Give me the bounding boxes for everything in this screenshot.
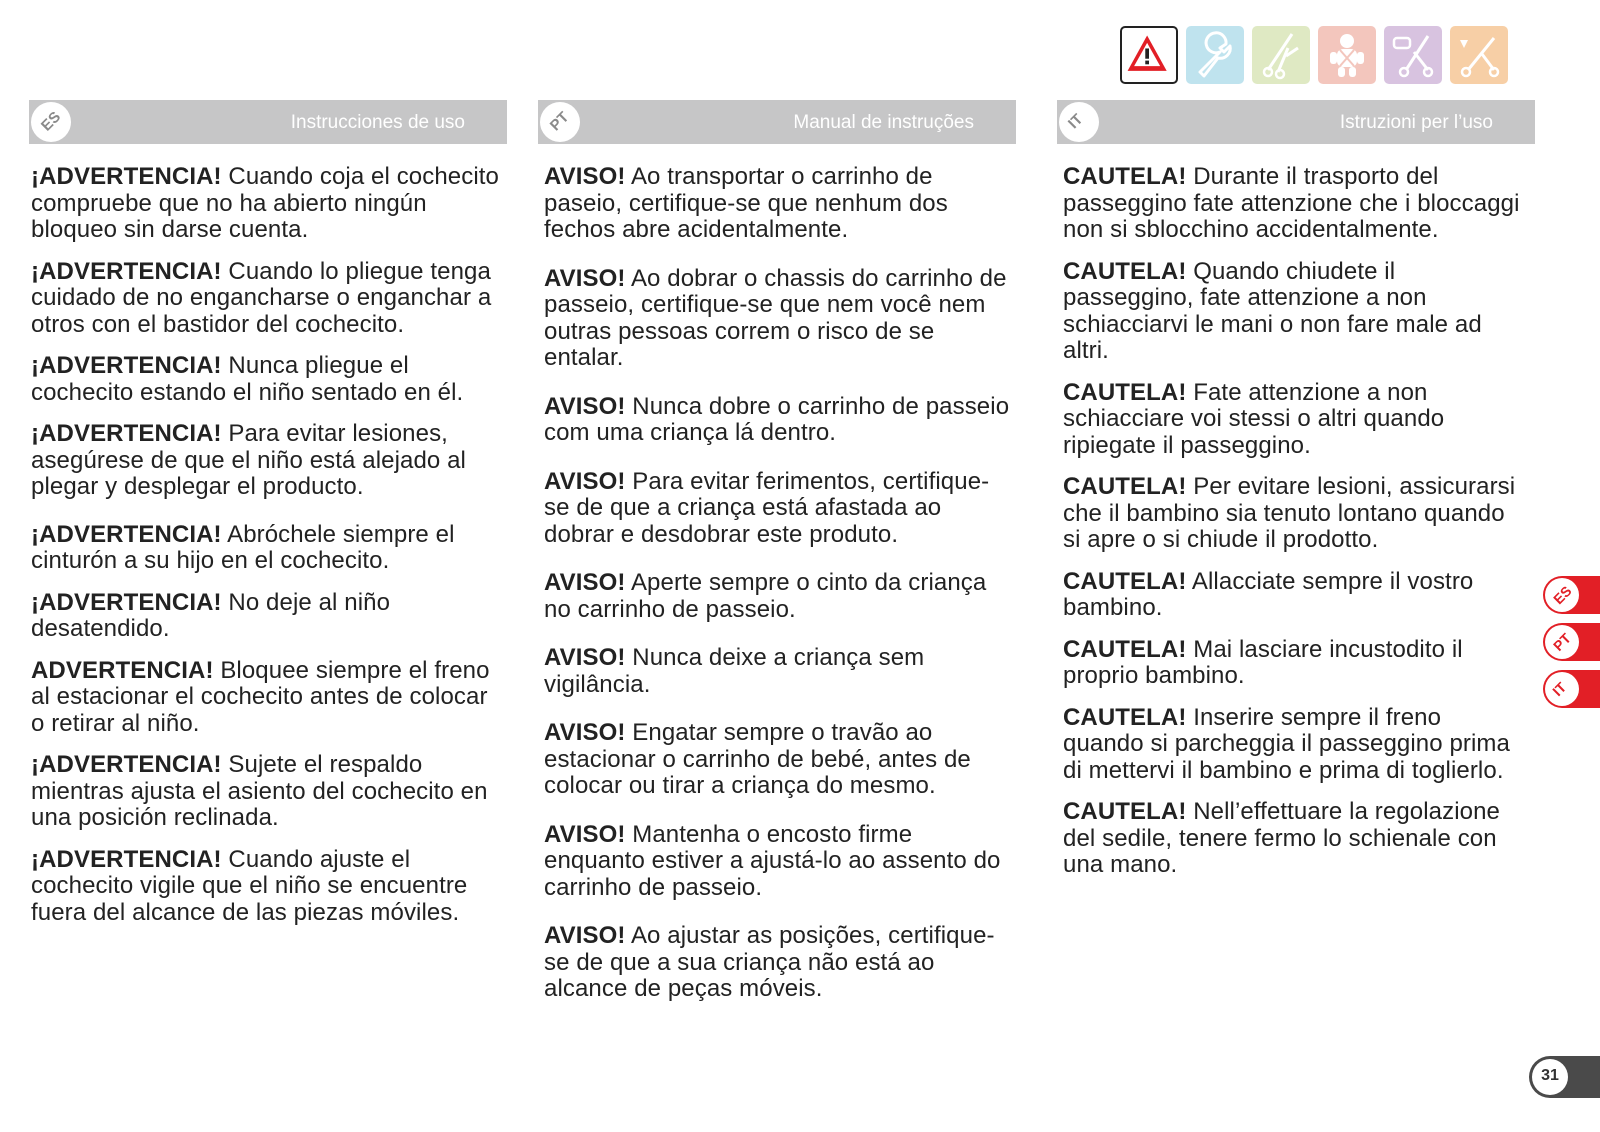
stroller-accessories-icon <box>1384 26 1442 84</box>
tab-badge <box>1545 578 1579 612</box>
lang-badge <box>31 102 71 142</box>
side-tab-it[interactable] <box>1543 670 1600 708</box>
warning-paragraph: CAUTELA! Per evitare lesioni, assicurarsi che il bambino sia tenuto lontano quando si apre o si chiude il prodotto. <box>1063 473 1516 553</box>
page-number-tab <box>1529 1056 1600 1098</box>
tab-code: PT <box>1549 630 1574 654</box>
lang-code: ES <box>37 108 65 135</box>
section-title: Istruzioni per l’uso <box>1339 112 1493 133</box>
lang-badge <box>1059 102 1099 142</box>
warning-paragraph: CAUTELA! Nell’effettuare la regolazione del sedile, tenere fermo lo schienale con una mano. <box>1063 798 1500 878</box>
warning-paragraph: ¡ADVERTENCIA! Sujete el respaldo mientras ajusta el asiento del cochecito en una posición reclinada. <box>31 751 488 831</box>
section-title: Manual de instruções <box>793 112 974 133</box>
warning-paragraph: AVISO! Nunca deixe a criança sem vigilância. <box>544 644 925 698</box>
warning-paragraph: CAUTELA! Fate attenzione a non schiacciare voi stessi o altri quando ripiegate il passeggino. <box>1063 378 1445 459</box>
column-header-pt <box>538 100 1016 144</box>
page-number: 31 <box>1541 1067 1559 1084</box>
warning-paragraph: ADVERTENCIA! Bloquee siempre el freno al estacionar el cochecito antes de colocar o retirar al niño. <box>31 656 490 737</box>
warning-paragraph: AVISO! Ao ajustar as posições, certifique-se de que a sua criança não está ao alcance de peças móveis. <box>544 922 995 1002</box>
warning-paragraph: ¡ADVERTENCIA! Nunca pliegue el cochecito estando el niño sentado en él. <box>31 352 464 406</box>
warning-paragraph: ¡ADVERTENCIA! No deje al niño desatendido. <box>31 588 391 642</box>
warning-paragraph: AVISO! Ao transportar o carrinho de paseio, certifique-se que nenhum dos fechos abre acidentalmente. <box>544 163 948 243</box>
lang-code: IT <box>1064 110 1087 133</box>
warning-paragraph: AVISO! Mantenha o encosto firme enquanto estiver a ajustá-lo ao assento do carrinho de passeio. <box>544 820 1001 901</box>
warning-paragraph: AVISO! Engatar sempre o travão ao estacionar o carrinho de bebé, antes de colocar ou tirar a criança do mesmo. <box>544 719 971 799</box>
column-es <box>31 164 507 926</box>
lang-code: PT <box>546 108 573 135</box>
warning-paragraph: AVISO! Para evitar ferimentos, certifique-se de que a criança está afastada ao dobrar e desdobrar este produto. <box>544 467 990 548</box>
column-header-es <box>29 100 507 144</box>
tab-code: IT <box>1549 678 1570 700</box>
column-it <box>1063 164 1525 879</box>
warning-paragraph: ¡ADVERTENCIA! Cuando ajuste el cochecito vigile que el niño se encuentre fuera del alcance de las piezas móviles. <box>31 845 468 926</box>
warning-paragraph: CAUTELA! Mai lasciare incustodito il proprio bambino. <box>1063 635 1463 689</box>
warning-paragraph: ¡ADVERTENCIA! Cuando lo pliegue tenga cuidado de no engancharse o enganchar a otros con el bastidor del cochecito. <box>31 257 492 338</box>
side-tab-pt[interactable] <box>1543 623 1600 661</box>
warning-paragraph: AVISO! Nunca dobre o carrinho de passeio com uma criança lá dentro. <box>544 392 1010 446</box>
warning-paragraph: AVISO! Aperte sempre o cinto da criança no carrinho de passeio. <box>544 569 987 623</box>
warning-paragraph: ¡ADVERTENCIA! Cuando coja el cochecito compruebe que no ha abierto ningún bloqueo sin darse cuenta. <box>31 163 499 243</box>
warning-paragraph: CAUTELA! Durante il trasporto del passeggino fate attenzione che i bloccaggi non si sblocchino accidentalmente. <box>1063 163 1520 243</box>
warning-triangle-icon <box>1120 26 1178 84</box>
warning-paragraph: AVISO! Ao dobrar o chassis do carrinho de passeio, certifique-se que nem você nem outras pessoas correm o risco de se entalar. <box>544 264 1007 371</box>
wrench-icon <box>1186 26 1244 84</box>
tab-badge <box>1545 672 1579 706</box>
section-title: Instrucciones de uso <box>290 112 465 133</box>
warning-paragraph: CAUTELA! Quando chiudete il passeggino, fate attenzione a non schiacciarvi le mani o non fare male ad altri. <box>1063 257 1482 364</box>
side-tab-es[interactable] <box>1543 576 1600 614</box>
baby-harness-icon <box>1318 26 1376 84</box>
warning-paragraph: ¡ADVERTENCIA! Para evitar lesiones, asegúrese de que el niño está alejado al plegar y desplegar el producto. <box>31 420 466 500</box>
warning-paragraph: CAUTELA! Allacciate sempre il vostro bambino. <box>1063 567 1474 621</box>
warning-paragraph: ¡ADVERTENCIA! Abróchele siempre el cinturón a su hijo en el cochecito. <box>31 520 455 574</box>
stroller-cleaning-icon <box>1450 26 1508 84</box>
lang-badge <box>540 102 580 142</box>
tab-code: ES <box>1550 582 1575 608</box>
column-header-it <box>1057 100 1535 144</box>
tab-badge <box>1545 625 1579 659</box>
warning-paragraph: CAUTELA! Inserire sempre il freno quando si parcheggia il passeggino prima di mettervi il bambino e prima di toglierlo. <box>1063 703 1510 784</box>
stroller-fold-icon <box>1252 26 1310 84</box>
column-pt <box>544 164 1014 1003</box>
